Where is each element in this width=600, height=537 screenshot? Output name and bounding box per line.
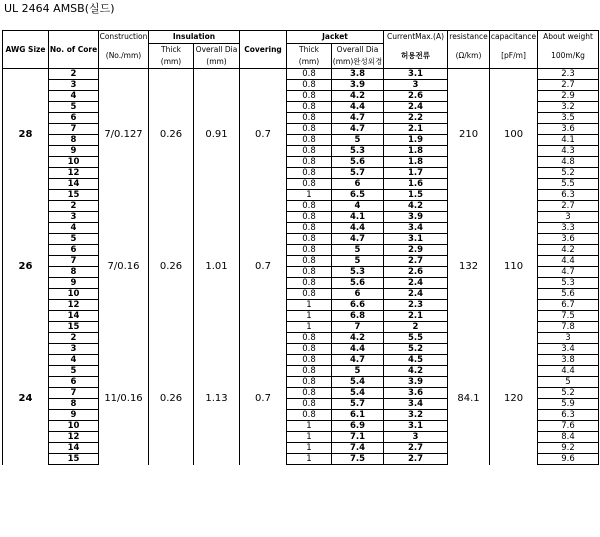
ins-dia-cell: 1.01 (194, 201, 240, 333)
weight-cell: 6.3 (538, 190, 599, 201)
core-count-cell: 15 (49, 454, 99, 465)
no-of-core-header: No. of Core (49, 31, 99, 69)
jacket-dia-cell: 5 (332, 245, 384, 256)
jacket-thick-cell: 0.8 (287, 157, 332, 168)
jacket-thick-cell: 0.8 (287, 179, 332, 190)
resistance-header: resistance (448, 31, 490, 44)
current-cell: 3.6 (384, 388, 448, 399)
awg-size-header: AWG Size (3, 31, 49, 69)
current-cell: 2.7 (384, 454, 448, 465)
core-count-cell: 14 (49, 311, 99, 322)
current-cell: 2.6 (384, 267, 448, 278)
core-count-cell: 8 (49, 399, 99, 410)
jacket-thick-cell: 1 (287, 432, 332, 443)
core-count-cell: 14 (49, 443, 99, 454)
core-count-cell: 15 (49, 322, 99, 333)
current-cell: 2.9 (384, 245, 448, 256)
core-count-cell: 4 (49, 223, 99, 234)
weight-cell: 3.3 (538, 223, 599, 234)
jacket-thick-cell: 1 (287, 454, 332, 465)
weight-cell: 2.7 (538, 80, 599, 91)
core-count-cell: 10 (49, 289, 99, 300)
jacket-thick-cell: 0.8 (287, 399, 332, 410)
jacket-dia-cell: 5 (332, 366, 384, 377)
jacket-dia-cell: 4.2 (332, 91, 384, 102)
ins-thick-cell: 0.26 (149, 69, 194, 201)
current-cell: 2 (384, 322, 448, 333)
current-cell: 3.1 (384, 421, 448, 432)
core-count-cell: 7 (49, 256, 99, 267)
jacket-dia-cell: 4.2 (332, 333, 384, 344)
jacket-thick-cell: 0.8 (287, 168, 332, 179)
current-cell: 1.7 (384, 168, 448, 179)
core-count-cell: 5 (49, 102, 99, 113)
jacket-thick-cell: 0.8 (287, 91, 332, 102)
jacket-thick-cell: 0.8 (287, 223, 332, 234)
ins-thick-cell: 0.26 (149, 333, 194, 465)
jacket-dia-cell: 6.5 (332, 190, 384, 201)
current-cell: 2.1 (384, 124, 448, 135)
current-cell: 1.8 (384, 157, 448, 168)
jacket-thick-cell: 0.8 (287, 124, 332, 135)
jacket-dia-cell: 6.8 (332, 311, 384, 322)
jk-dia-header: Overall Dia (332, 44, 384, 57)
jacket-thick-cell: 0.8 (287, 102, 332, 113)
jacket-thick-cell: 0.8 (287, 201, 332, 212)
resistance-cell: 210 (448, 69, 490, 201)
jacket-thick-cell: 0.8 (287, 113, 332, 124)
current-cell: 1.9 (384, 135, 448, 146)
core-count-cell: 4 (49, 91, 99, 102)
core-count-cell: 8 (49, 267, 99, 278)
current-cell: 3.2 (384, 410, 448, 421)
jacket-thick-cell: 0.8 (287, 146, 332, 157)
jacket-dia-cell: 5 (332, 135, 384, 146)
weight-unit: 100m/Kg (538, 44, 599, 69)
core-count-cell: 15 (49, 190, 99, 201)
current-cell: 4.2 (384, 201, 448, 212)
core-count-cell: 12 (49, 300, 99, 311)
jacket-thick-cell: 1 (287, 443, 332, 454)
jacket-dia-cell: 5.3 (332, 146, 384, 157)
resistance-unit: (Ω/km) (448, 44, 490, 69)
capacitance-header: capacitance (490, 31, 538, 44)
weight-cell: 2.9 (538, 91, 599, 102)
weight-cell: 6.3 (538, 410, 599, 421)
jacket-thick-cell: 0.8 (287, 344, 332, 355)
ins-dia-header: Overall Dia (194, 44, 240, 57)
construction-unit: (No./mm) (99, 44, 149, 69)
current-header: CurrentMax.(A) (384, 31, 448, 44)
jk-thick-unit: (mm) (287, 56, 332, 69)
jacket-dia-cell: 4.7 (332, 234, 384, 245)
jacket-thick-cell: 1 (287, 311, 332, 322)
weight-cell: 9.6 (538, 454, 599, 465)
jacket-dia-cell: 4.1 (332, 212, 384, 223)
jacket-dia-cell: 6.9 (332, 421, 384, 432)
current-cell: 2.7 (384, 256, 448, 267)
spec-table (2, 30, 599, 465)
awg-size-cell: 24 (3, 333, 49, 465)
current-kr-header: 허용전류 (384, 44, 448, 69)
jacket-dia-cell: 4.7 (332, 113, 384, 124)
current-cell: 1.5 (384, 190, 448, 201)
jacket-dia-cell: 5 (332, 256, 384, 267)
core-count-cell: 9 (49, 278, 99, 289)
ins-dia-cell: 1.13 (194, 333, 240, 465)
jacket-thick-cell: 0.8 (287, 69, 332, 80)
current-cell: 2.4 (384, 102, 448, 113)
jacket-dia-cell: 6.1 (332, 410, 384, 421)
construction-cell: 7/0.127 (99, 69, 149, 201)
jacket-thick-cell: 0.8 (287, 256, 332, 267)
jk-dia-unit: (mm)완성외경 (332, 56, 384, 69)
jacket-thick-cell: 0.8 (287, 289, 332, 300)
jacket-dia-cell: 5.4 (332, 377, 384, 388)
ins-dia-cell: 0.91 (194, 69, 240, 201)
jacket-dia-cell: 5.6 (332, 157, 384, 168)
jacket-dia-cell: 4 (332, 201, 384, 212)
weight-cell: 5 (538, 377, 599, 388)
jacket-thick-cell: 0.8 (287, 212, 332, 223)
jacket-thick-cell: 0.8 (287, 278, 332, 289)
covering-cell: 0.7 (240, 333, 287, 465)
covering-header: Covering (240, 31, 287, 69)
weight-cell: 3 (538, 212, 599, 223)
capacitance-cell: 100 (490, 69, 538, 201)
capacitance-unit: [pF/m] (490, 44, 538, 69)
jacket-dia-cell: 4.4 (332, 102, 384, 113)
jacket-thick-cell: 1 (287, 322, 332, 333)
current-cell: 3.9 (384, 377, 448, 388)
jacket-thick-cell: 1 (287, 421, 332, 432)
core-count-cell: 14 (49, 179, 99, 190)
covering-cell: 0.7 (240, 69, 287, 201)
core-count-cell: 5 (49, 366, 99, 377)
weight-cell: 5.2 (538, 168, 599, 179)
jacket-thick-cell: 0.8 (287, 135, 332, 146)
table-header (3, 31, 599, 69)
awg-size-cell: 28 (3, 69, 49, 201)
weight-cell: 2.3 (538, 69, 599, 80)
jacket-thick-cell: 1 (287, 190, 332, 201)
jacket-dia-cell: 5.7 (332, 168, 384, 179)
weight-cell: 7.8 (538, 322, 599, 333)
insulation-header: Insulation (149, 31, 240, 44)
weight-header: About weight (538, 31, 599, 44)
weight-cell: 4.1 (538, 135, 599, 146)
jacket-dia-cell: 4.4 (332, 344, 384, 355)
core-count-cell: 10 (49, 421, 99, 432)
weight-cell: 3.4 (538, 344, 599, 355)
weight-cell: 4.3 (538, 146, 599, 157)
current-cell: 2.2 (384, 113, 448, 124)
current-cell: 3.1 (384, 69, 448, 80)
construction-cell: 7/0.16 (99, 201, 149, 333)
current-cell: 2.4 (384, 278, 448, 289)
jacket-thick-cell: 0.8 (287, 366, 332, 377)
jacket-dia-cell: 7.5 (332, 454, 384, 465)
current-cell: 3.1 (384, 234, 448, 245)
jacket-thick-cell: 1 (287, 300, 332, 311)
core-count-cell: 3 (49, 344, 99, 355)
core-count-cell: 12 (49, 432, 99, 443)
table-row (3, 201, 599, 212)
jacket-thick-cell: 0.8 (287, 267, 332, 278)
weight-cell: 9.2 (538, 443, 599, 454)
current-cell: 2.7 (384, 443, 448, 454)
weight-cell: 5.9 (538, 399, 599, 410)
current-cell: 2.4 (384, 289, 448, 300)
weight-cell: 3.6 (538, 234, 599, 245)
capacitance-cell: 110 (490, 201, 538, 333)
current-cell: 3 (384, 80, 448, 91)
jacket-dia-cell: 6.6 (332, 300, 384, 311)
current-cell: 5.5 (384, 333, 448, 344)
covering-cell: 0.7 (240, 201, 287, 333)
weight-cell: 7.6 (538, 421, 599, 432)
current-cell: 2.1 (384, 311, 448, 322)
weight-cell: 7.5 (538, 311, 599, 322)
jacket-dia-cell: 3.9 (332, 80, 384, 91)
jacket-dia-cell: 3.8 (332, 69, 384, 80)
current-cell: 4.2 (384, 366, 448, 377)
table-row (3, 69, 599, 80)
jacket-thick-cell: 0.8 (287, 333, 332, 344)
ins-dia-unit: (mm) (194, 56, 240, 69)
core-count-cell: 7 (49, 388, 99, 399)
current-cell: 3.9 (384, 212, 448, 223)
current-cell: 5.2 (384, 344, 448, 355)
core-count-cell: 10 (49, 157, 99, 168)
current-cell: 1.8 (384, 146, 448, 157)
construction-header: Construction (99, 31, 149, 44)
weight-cell: 3.2 (538, 102, 599, 113)
weight-cell: 4.4 (538, 256, 599, 267)
capacitance-cell: 120 (490, 333, 538, 465)
weight-cell: 3.6 (538, 124, 599, 135)
weight-cell: 3 (538, 333, 599, 344)
jacket-dia-cell: 4.7 (332, 124, 384, 135)
core-count-cell: 9 (49, 146, 99, 157)
resistance-cell: 132 (448, 201, 490, 333)
table-body (3, 69, 599, 465)
weight-cell: 3.8 (538, 355, 599, 366)
current-cell: 3.4 (384, 223, 448, 234)
jacket-dia-cell: 6 (332, 289, 384, 300)
jacket-dia-cell: 7.1 (332, 432, 384, 443)
jacket-dia-cell: 7.4 (332, 443, 384, 454)
core-count-cell: 5 (49, 234, 99, 245)
current-cell: 2.3 (384, 300, 448, 311)
core-count-cell: 12 (49, 168, 99, 179)
jacket-thick-cell: 0.8 (287, 388, 332, 399)
jacket-dia-cell: 5.4 (332, 388, 384, 399)
table-row (3, 333, 599, 344)
weight-cell: 5.6 (538, 289, 599, 300)
weight-cell: 5.2 (538, 388, 599, 399)
current-cell: 2.6 (384, 91, 448, 102)
jacket-dia-cell: 6 (332, 179, 384, 190)
core-count-cell: 6 (49, 113, 99, 124)
jacket-thick-cell: 0.8 (287, 410, 332, 421)
weight-cell: 4.2 (538, 245, 599, 256)
jacket-dia-cell: 5.3 (332, 267, 384, 278)
core-count-cell: 3 (49, 80, 99, 91)
core-count-cell: 3 (49, 212, 99, 223)
weight-cell: 4.8 (538, 157, 599, 168)
ins-thick-unit: (mm) (149, 56, 194, 69)
jacket-thick-cell: 0.8 (287, 377, 332, 388)
weight-cell: 4.4 (538, 366, 599, 377)
awg-size-cell: 26 (3, 201, 49, 333)
weight-cell: 6.7 (538, 300, 599, 311)
jacket-dia-cell: 5.7 (332, 399, 384, 410)
resistance-cell: 84.1 (448, 333, 490, 465)
jacket-thick-cell: 0.8 (287, 80, 332, 91)
core-count-cell: 9 (49, 410, 99, 421)
document-title: UL 2464 AMSB(실드) (4, 2, 115, 15)
core-count-cell: 4 (49, 355, 99, 366)
jacket-dia-cell: 4.4 (332, 223, 384, 234)
ins-thick-cell: 0.26 (149, 201, 194, 333)
core-count-cell: 8 (49, 135, 99, 146)
core-count-cell: 7 (49, 124, 99, 135)
jacket-thick-cell: 0.8 (287, 245, 332, 256)
core-count-cell: 2 (49, 201, 99, 212)
core-count-cell: 6 (49, 377, 99, 388)
jacket-dia-cell: 7 (332, 322, 384, 333)
jacket-dia-cell: 4.7 (332, 355, 384, 366)
core-count-cell: 2 (49, 69, 99, 80)
construction-cell: 11/0.16 (99, 333, 149, 465)
jacket-header: Jacket (287, 31, 384, 44)
current-cell: 1.6 (384, 179, 448, 190)
core-count-cell: 2 (49, 333, 99, 344)
jacket-thick-cell: 0.8 (287, 234, 332, 245)
current-cell: 3 (384, 432, 448, 443)
weight-cell: 3.5 (538, 113, 599, 124)
jacket-dia-cell: 5.6 (332, 278, 384, 289)
weight-cell: 5.5 (538, 179, 599, 190)
weight-cell: 5.3 (538, 278, 599, 289)
jk-thick-header: Thick (287, 44, 332, 57)
current-cell: 4.5 (384, 355, 448, 366)
weight-cell: 4.7 (538, 267, 599, 278)
weight-cell: 8.4 (538, 432, 599, 443)
current-cell: 3.4 (384, 399, 448, 410)
jacket-thick-cell: 0.8 (287, 355, 332, 366)
weight-cell: 2.7 (538, 201, 599, 212)
core-count-cell: 6 (49, 245, 99, 256)
ins-thick-header: Thick (149, 44, 194, 57)
